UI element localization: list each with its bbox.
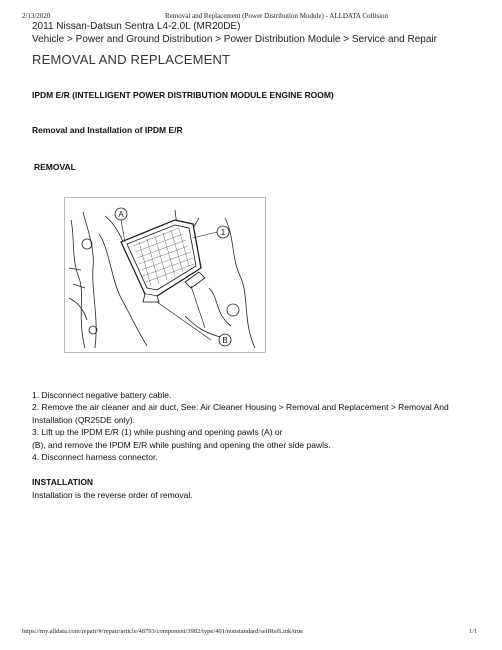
svg-text:1: 1 (220, 228, 226, 237)
removal-heading: REMOVAL (34, 162, 76, 172)
svg-text:B: B (222, 336, 228, 345)
installation-text: Installation is the reverse order of removal. (32, 490, 193, 500)
footer-url[interactable]: https://my.alldata.com/repair/#/repair/article/48793/component/3982/type/401/nonstandard/selfRefLink/true (22, 628, 304, 635)
ipdm-figure (64, 197, 266, 353)
footer-page-number: 1/1 (469, 628, 478, 635)
ipdm-illustration (65, 198, 265, 352)
section-heading: IPDM E/R (INTELLIGENT POWER DISTRIBUTION MODULE ENGINE ROOM) (32, 90, 334, 100)
svg-text:A: A (118, 210, 124, 219)
print-doc-title: Removal and Replacement (Power Distribution Module) - ALLDATA Collision (165, 12, 389, 20)
callout-b (219, 334, 231, 346)
page-title: REMOVAL AND REPLACEMENT (32, 52, 231, 67)
vehicle-label: 2011 Nissan-Datsun Sentra L4-2.0L (MR20DE) (32, 21, 241, 32)
subsection-heading: Removal and Installation of IPDM E/R (32, 125, 183, 135)
step-1: 1. Disconnect negative battery cable. (32, 390, 172, 400)
step-2: 2. Remove the air cleaner and air duct, See: Air Cleaner Housing > Removal and Replacement > Removal And (32, 402, 449, 413)
step-4: 4. Disconnect harness connector. (32, 452, 158, 463)
breadcrumb[interactable]: Vehicle > Power and Ground Distribution > Power Distribution Module > Service and Repair (32, 34, 437, 45)
callout-a (115, 208, 127, 220)
callout-1 (217, 226, 229, 238)
step-3: 3. Lift up the IPDM E/R (1) while pushing and opening pawls (A) or (32, 427, 283, 438)
step-2-cont: Installation (QR25DE only). (32, 414, 135, 425)
removal-steps (32, 389, 462, 463)
installation-heading: INSTALLATION (32, 477, 94, 487)
step-3-cont: (B), and remove the IPDM E/R while pushing and opening the other side pawls. (32, 439, 331, 450)
print-date: 2/13/2020 (22, 12, 51, 20)
